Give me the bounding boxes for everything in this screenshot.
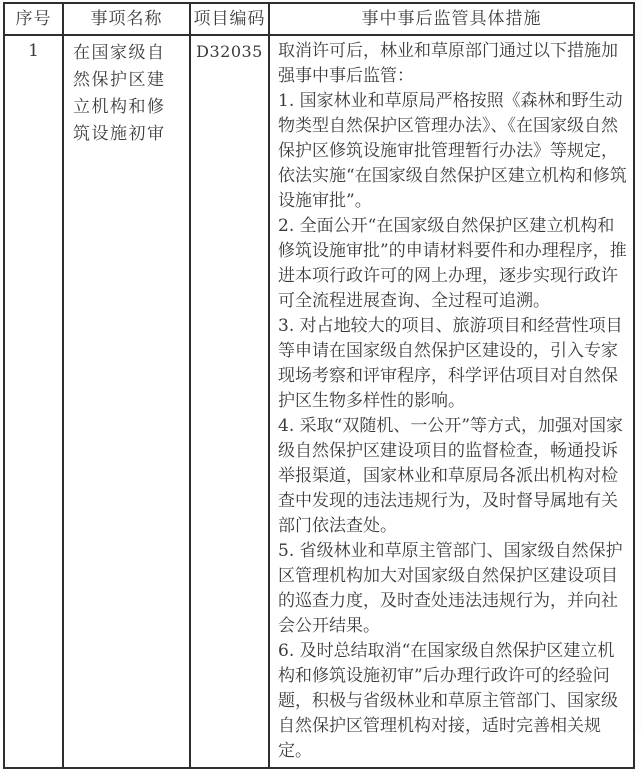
column-header-item-name: 事项名称 [63, 3, 190, 35]
measure-item-5: 5. 省级林业和草原主管部门、国家级自然保护区管理机构加大对国家级自然保护区建设项目的巡查力度，及时查处违法违规行为，并向社会公开结果。 [278, 541, 623, 636]
seq-cell: 1 [4, 35, 63, 768]
supervision-measures-table [3, 2, 635, 769]
measure-item-3: 3. 对占地较大的项目、旅游项目和经营性项目等申请在国家级自然保护区建设的，引入专家现场考察和评审程序，科学评估项目对自然保护区生物多样性的影响。 [278, 316, 623, 411]
item-name-cell: 在国家级自然保护区建立机构和修筑设施初审 [63, 35, 190, 768]
measure-item-6: 6. 及时总结取消“在国家级自然保护区建立机构和修筑设施初审”后办理行政许可的经验问题，积极与省级林业和草原主管部门、国家级自然保护区管理机构对接，适时完善相关规定。 [278, 641, 618, 761]
project-code-cell: D32035 [190, 35, 269, 768]
column-header-project-code: 项目编码 [190, 3, 269, 35]
column-header-seq: 序号 [4, 3, 63, 35]
measure-item-4: 4. 采取“双随机、一公开”等方式，加强对国家级自然保护区建设项目的监督检查，畅通投诉举报渠道，国家林业和草原局各派出机构对检查中发现的违法违规行为，及时督导属地有关部门依法查处。 [278, 416, 624, 536]
column-header-measures: 事中事后监管具体措施 [269, 3, 634, 35]
measure-item-2: 2. 全面公开“在国家级自然保护区建立机构和修筑设施审批”的申请材料要件和办理程序，推进本项行政许可的网上办理，逐步实现行政许可全流程进展查询、全过程可追溯。 [278, 216, 627, 311]
measures-intro: 取消许可后，林业和草原部门通过以下措施加强事中事后监管： [278, 41, 618, 86]
table-row [4, 35, 634, 768]
measure-item-1: 1. 国家林业和草原局严格按照《森林和野生动物类型自然保护区管理办法》、《在国家级自然保护区修筑设施审批管理暂行办法》等规定，依法实施“在国家级自然保护区建立机构和修筑设施审批”。 [278, 91, 627, 211]
header-row [4, 3, 634, 35]
measures-cell [269, 35, 634, 768]
